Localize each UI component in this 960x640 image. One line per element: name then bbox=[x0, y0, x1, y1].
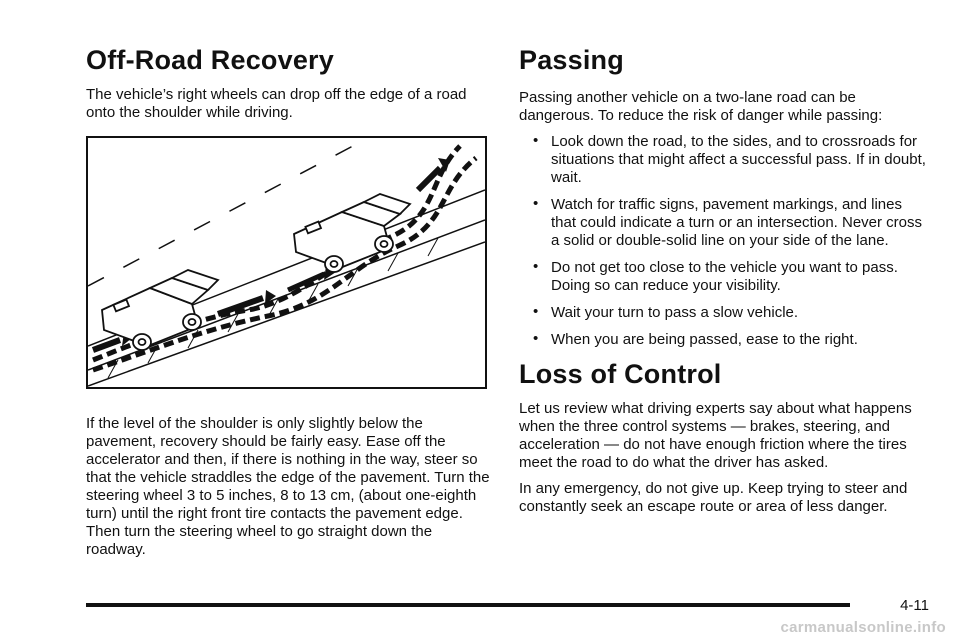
passing-intro: Passing another vehicle on a two-lane road can be dangerous. To reduce the risk of danger while passing: bbox=[519, 89, 883, 124]
list-item bbox=[519, 331, 929, 349]
bullet-text: Wait your turn to pass a slow vehicle. bbox=[551, 304, 799, 321]
watermark-text: carmanualsonline.info bbox=[780, 619, 946, 636]
loss-of-control-paragraph-1: Let us review what driving experts say about what happens when the three control systems — brakes, steering, and acceleration — do not have enough friction where the tires meet the road to do what the driver has asked. bbox=[519, 400, 912, 471]
list-item bbox=[519, 259, 929, 295]
right-column bbox=[519, 44, 929, 516]
bullet-text: When you are being passed, ease to the right. bbox=[551, 331, 858, 348]
list-item bbox=[519, 133, 929, 187]
bullet-icon: • bbox=[533, 132, 539, 149]
bullet-icon: • bbox=[533, 258, 539, 275]
passing-heading: Passing bbox=[519, 45, 624, 75]
off-road-recovery-heading: Off-Road Recovery bbox=[86, 45, 334, 75]
list-item bbox=[519, 196, 929, 250]
page-number: 4-11 bbox=[900, 597, 929, 614]
left-column bbox=[86, 44, 490, 559]
bullet-icon: • bbox=[533, 195, 539, 212]
bullet-text: Watch for traffic signs, pavement markings, and lines that could indicate a turn or an intersection. Never cross a solid or double-solid line on your side of the lane. bbox=[551, 196, 923, 249]
passing-bullet-list bbox=[519, 133, 929, 349]
bullet-text: Look down the road, to the sides, and to crossroads for situations that might affect a successful pass. If in doubt, wait. bbox=[551, 133, 926, 186]
off-road-body: If the level of the shoulder is only slightly below the pavement, recovery should be fairly easy. Ease off the accelerator and then, if there is nothing in the way, steer so that the vehicle straddles the edge of the pavement. Turn the steering wheel 3 to 5 inches, 8 to 13 cm, (about one-eighth turn) until the right front tire contacts the pavement edge. Then turn the steering wheel to go straight down the roadway. bbox=[86, 415, 490, 558]
loss-of-control-heading: Loss of Control bbox=[519, 359, 722, 389]
bullet-icon: • bbox=[533, 330, 539, 347]
recovery-figure bbox=[86, 136, 487, 389]
list-item bbox=[519, 304, 929, 322]
loss-of-control-paragraph-2: In any emergency, do not give up. Keep trying to steer and constantly seek an escape route or area of less danger. bbox=[519, 480, 908, 515]
off-road-intro: The vehicle’s right wheels can drop off the edge of a road onto the shoulder while driving. bbox=[86, 86, 467, 121]
truck-recovery-illustration bbox=[88, 138, 485, 387]
footer-divider bbox=[86, 603, 850, 607]
bullet-text: Do not get too close to the vehicle you want to pass. Doing so can reduce your visibility. bbox=[551, 259, 898, 294]
bullet-icon: • bbox=[533, 303, 539, 320]
